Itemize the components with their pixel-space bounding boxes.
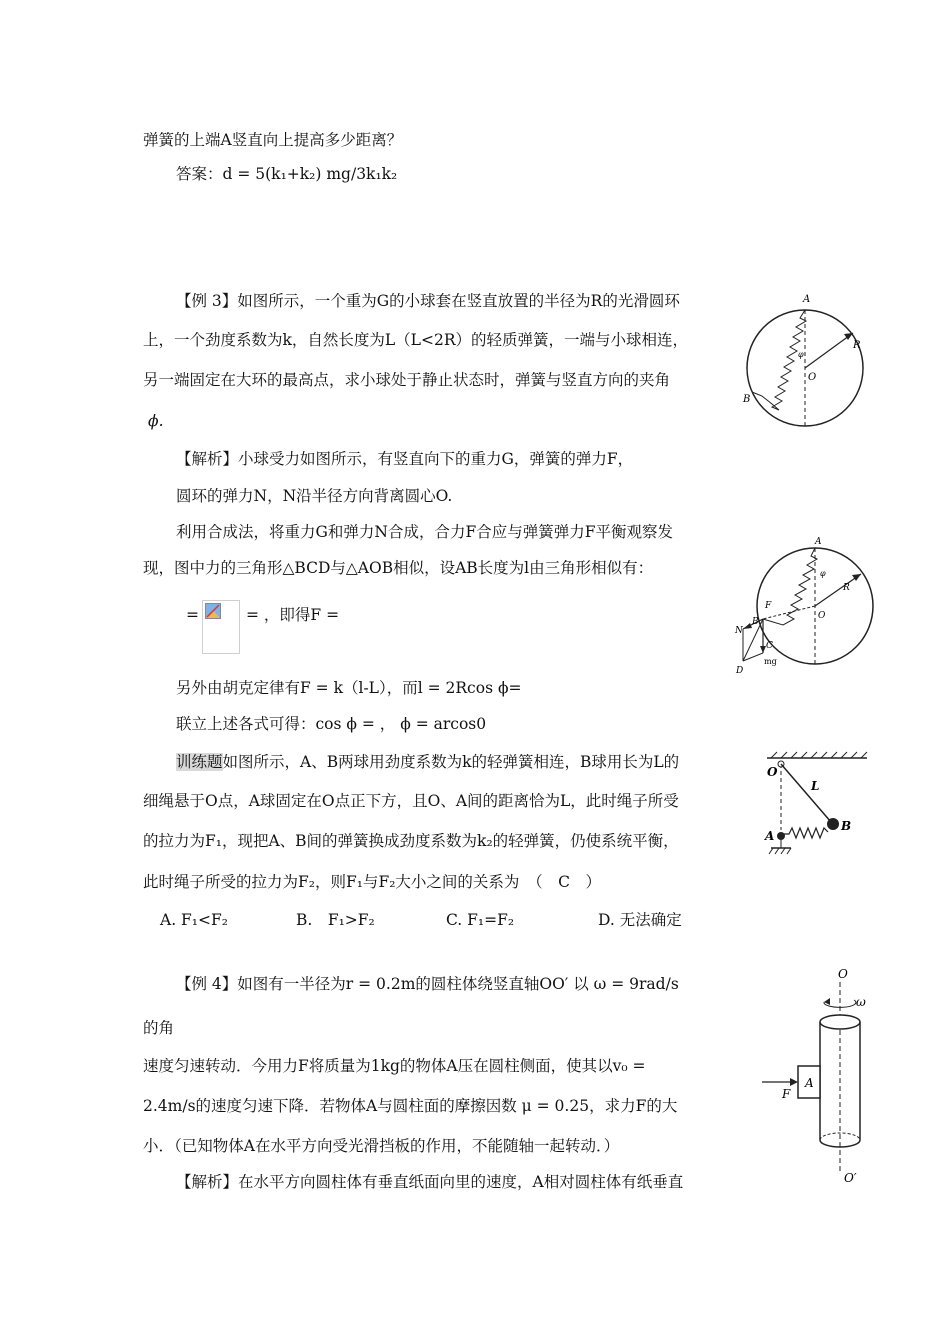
label-o: O [767, 765, 778, 779]
training-tag: 训练题 [176, 753, 223, 771]
label-d: D [736, 666, 744, 676]
option-a: A. F₁<F₂ [160, 911, 228, 929]
equation-text: = ，即得F = [246, 606, 340, 624]
option-b: B. F₁>F₂ [296, 911, 375, 929]
cylinder-top [820, 1015, 860, 1029]
text-line: 速度匀速转动．今用力F将质量为1kg的物体A压在圆柱侧面，使其以v₀ = [143, 1057, 646, 1075]
text-line: 圆环的弹力N，N沿半径方向背离圆心O. [176, 487, 453, 505]
figure-spring-rope [755, 752, 875, 862]
label-l: L [811, 779, 820, 793]
rope [781, 764, 831, 822]
label-phi: φ [820, 569, 826, 578]
analysis-heading: 【解析】小球受力如图所示，有竖直向下的重力G，弹簧的弹力F， [176, 450, 634, 468]
label-n: N [735, 626, 743, 636]
label-r: R [853, 340, 861, 351]
option-d: D. 无法确定 [598, 911, 682, 929]
text-line: 上，一个劲度系数为k，自然长度为L（L<2R）的轻质弹簧，一端与小球相连， [143, 331, 688, 349]
spring [783, 828, 828, 838]
figure-ring-spring [740, 290, 880, 440]
label-c: C [766, 641, 773, 651]
ball-b [827, 818, 839, 830]
label-mg: mg [764, 657, 777, 666]
label-a: A [803, 294, 811, 305]
label-b: B [752, 617, 759, 627]
text-line: 另外由胡克定律有F = k（l-L），而l = 2Rcos ϕ= [176, 679, 522, 697]
example4-heading: 【例 4】如图有一半径为r = 0.2m的圆柱体绕竖直轴OO′ 以 ω = 9rad/s [176, 975, 679, 993]
label-a: A [805, 1076, 814, 1090]
text-line: 小．（已知物体A在水平方向受光滑挡板的作用，不能随轴一起转动．） [143, 1137, 620, 1155]
spring [763, 548, 817, 625]
label-b: B [743, 394, 751, 405]
broken-image-icon [205, 603, 221, 619]
training-line [176, 751, 679, 773]
text-line: 细绳悬于O点，A球固定在O点正下方，且O、A间的距离恰为L，此时绳子所受 [143, 792, 679, 810]
text-line: 联立上述各式可得：cos ϕ = ， ϕ = arcos0 [176, 715, 487, 733]
label-omega: ω [856, 995, 866, 1009]
text-line: 的拉力为F₁，现把A、B间的弹簧换成劲度系数为k₂的轻弹簧，仍使系统平衡， [143, 832, 679, 850]
analysis-heading: 【解析】在水平方向圆柱体有垂直纸面向里的速度，A相对圆柱体有纸垂直 [176, 1173, 684, 1191]
label-a: A [815, 537, 822, 547]
label-f: F [765, 601, 772, 611]
label-r: R [843, 583, 850, 593]
label-o: O [808, 372, 817, 383]
text-line: 现，图中力的三角形△BCD与△AOB相似，设AB长度为l由三角形相似有： [143, 559, 654, 577]
answer-line: 答案：d = 5(k₁+k₂) mg/3k₁k₂ [176, 165, 398, 183]
label-a: A [765, 829, 775, 843]
training-text: 如图所示，A、B两球用劲度系数为k的轻弹簧相连，B球用长为L的 [222, 753, 680, 771]
text-line: 的角 [143, 1019, 175, 1037]
text-line: 另一端固定在大环的最高点，求小球处于静止状态时，弹簧与竖直方向的夹角 [143, 371, 671, 389]
text-line: 利用合成法，将重力G和弹力N合成，合力F合应与弹簧弹力F平衡观察发 [176, 523, 673, 541]
figure-force-diagram [735, 536, 885, 686]
figure-cylinder [760, 968, 880, 1188]
example3-heading: 【例 3】如图所示，一个重为G的小球套在竖直放置的半径为R的光滑圆环 [176, 292, 680, 310]
label-f: F [782, 1087, 791, 1101]
option-c: C. F₁=F₂ [446, 911, 515, 929]
label-b: B [841, 819, 852, 833]
broken-image-placeholder [202, 600, 240, 654]
label-phi: φ [798, 350, 804, 359]
text-line: 此时绳子所受的拉力为F₂，则F₁与F₂大小之间的关系为 （ C ） [143, 873, 602, 891]
ball-a [777, 832, 785, 840]
equation-sign: = [186, 606, 199, 624]
spring [752, 310, 806, 410]
label-o: O [818, 611, 826, 621]
label-o: O [838, 967, 848, 981]
text-line: ϕ. [148, 412, 164, 430]
text-line: 2.4m/s的速度匀速下降．若物体A与圆柱面的摩擦因数 μ = 0.25，求力F的大 [143, 1097, 678, 1115]
label-o-prime: O′ [844, 1171, 857, 1185]
text-line: 弹簧的上端A竖直向上提高多少距离？ [143, 131, 403, 149]
radius-line [815, 574, 861, 606]
radius-line [805, 333, 853, 368]
